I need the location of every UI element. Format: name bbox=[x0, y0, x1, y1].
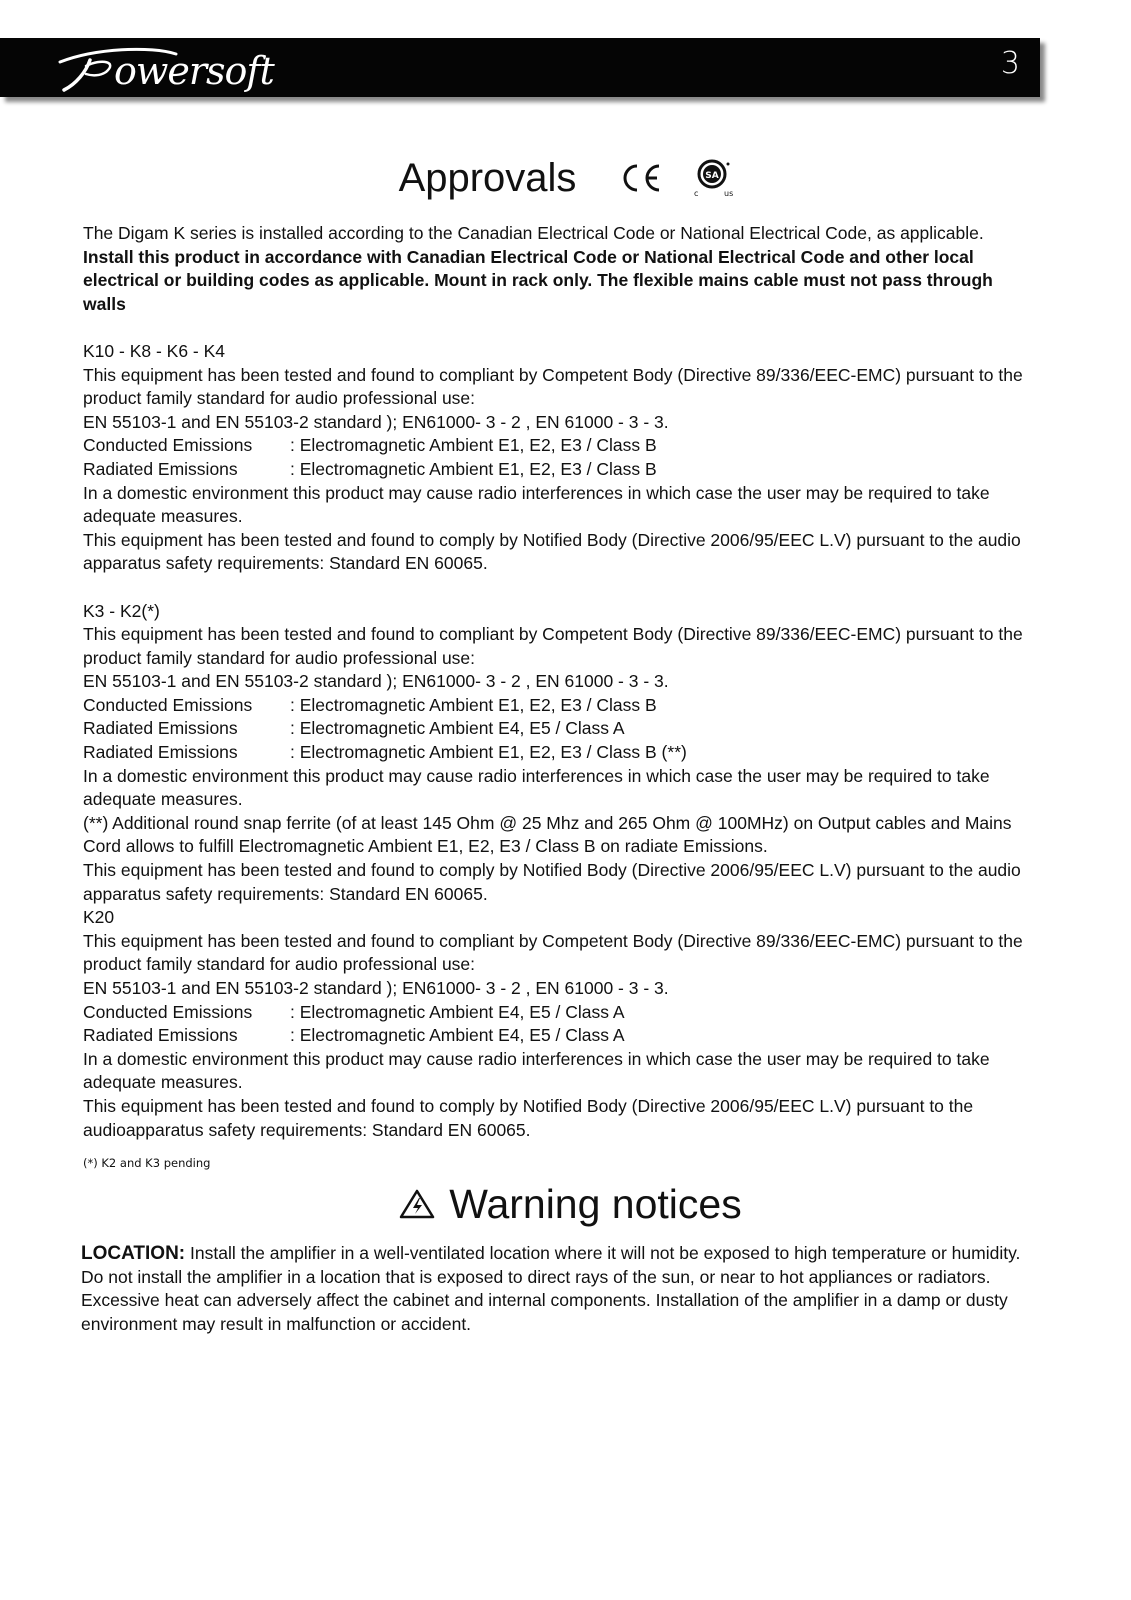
powersoft-logo bbox=[56, 42, 296, 96]
emission-row bbox=[83, 694, 1028, 718]
emission-row bbox=[83, 1024, 1028, 1048]
tested-text: This equipment has been tested and found to compliant by Competent Body (Directive 89/336/EEC-EMC) pursuant to the product family standard for audio professional use: bbox=[83, 364, 1023, 409]
section-heading: K20 bbox=[83, 907, 115, 928]
standards-text: EN 55103-1 and EN 55103-2 standard ); EN61000- 3 - 2 , EN 61000 - 3 - 3. bbox=[83, 671, 669, 692]
emission-name: Radiated Emissions bbox=[83, 742, 238, 763]
warning-title: Warning notices bbox=[449, 1180, 742, 1227]
standards-text: EN 55103-1 and EN 55103-2 standard ); EN61000- 3 - 2 , EN 61000 - 3 - 3. bbox=[83, 978, 669, 998]
emission-name: Radiated Emissions bbox=[83, 718, 238, 739]
emission-value: : Electromagnetic Ambient E4, E5 / Class A bbox=[290, 1001, 625, 1022]
emission-value: : Electromagnetic Ambient E1, E2, E3 / Class B bbox=[290, 458, 657, 479]
section-k3-k2 bbox=[83, 600, 1028, 907]
ce-mark-icon bbox=[618, 162, 662, 194]
emission-row bbox=[83, 434, 1028, 458]
approvals-intro bbox=[83, 222, 1028, 316]
section-heading: K10 - K8 - K6 - K4 bbox=[83, 340, 226, 361]
emission-name: Conducted Emissions bbox=[83, 694, 253, 715]
emission-row bbox=[83, 741, 1028, 765]
emission-value: : Electromagnetic Ambient E1, E2, E3 / Class B bbox=[290, 435, 657, 456]
emission-name: Conducted Emissions bbox=[83, 1001, 253, 1022]
location-label: LOCATION: bbox=[81, 1243, 186, 1265]
emission-row bbox=[83, 1001, 1028, 1025]
tested-text: This equipment has been tested and found to compliant by Competent Body (Directive 89/336/EEC-EMC) pursuant to the product family standard for audio professional use: bbox=[83, 930, 1023, 975]
domestic-text: In a domestic environment this product may cause radio interferences in which case the user may be required to take adequate measures. bbox=[83, 765, 990, 810]
location-notice bbox=[81, 1242, 1028, 1336]
intro-text: The Digam K series is installed according to the Canadian Electrical Code or National Electrical Code, as applicable. bbox=[83, 223, 984, 243]
approvals-title: Approvals bbox=[398, 155, 577, 200]
warning-triangle-icon bbox=[399, 1188, 435, 1220]
domestic-text: In a domestic environment this product may cause radio interferences in which case the user may be required to take adequate measures. bbox=[83, 1048, 990, 1093]
emission-name: Radiated Emissions bbox=[83, 458, 238, 479]
section-k20 bbox=[83, 906, 1028, 1142]
emission-value: : Electromagnetic Ambient E4, E5 / Class A bbox=[290, 1025, 625, 1046]
footnote: (*) K2 and K3 pending bbox=[83, 1156, 211, 1171]
emission-row bbox=[83, 458, 1028, 482]
svg-text:c: c bbox=[694, 189, 699, 198]
domestic-text: In a domestic environment this product may cause radio interferences in which case the user may be required to take adequate measures. bbox=[83, 482, 990, 527]
location-text: Install the amplifier in a well-ventilated location where it will not be exposed to high temperature or humidity. Do not install the amplifier in a location that is exposed to direct rays of the sun, or near to hot appliances or radiators. Excessive heat can adversely affect the cabinet and internal components. Installation of the amplifier in a damp or dusty environment may result in malfunction or accident. bbox=[81, 1243, 1021, 1334]
tested-text: This equipment has been tested and found to compliant by Competent Body (Directive 89/336/EEC-EMC) pursuant to the product family standard for audio professional use: bbox=[83, 624, 1023, 668]
svg-text:owersoft: owersoft bbox=[114, 49, 274, 93]
section-heading: K3 - K2(*) bbox=[83, 600, 160, 621]
safety-text: This equipment has been tested and found to comply by Notified Body (Directive 2006/95/EEC L.V) pursuant to the audioapparatus safety requirements: Standard EN 60065. bbox=[83, 1095, 974, 1140]
emission-value: : Electromagnetic Ambient E1, E2, E3 / Class B (**) bbox=[290, 742, 687, 763]
approvals-heading bbox=[113, 146, 1028, 210]
intro-bold-text: Install this product in accordance with Canadian Electrical Code or National Electrical Code and other local electrical or building codes as applicable. Mount in rack only. The flexible mains cable must not pass through walls bbox=[83, 246, 993, 314]
emission-row bbox=[83, 717, 1028, 741]
ferrite-note: (**) Additional round snap ferrite (of at least 145 Ohm @ 25 Mhz and 265 Ohm @ 100MHz) on Output cables and Mains Cord allows to fulfill Electromagnetic Ambient E1, E2, E3 / Class B on radiate Emissions. bbox=[83, 812, 1012, 857]
standards-text: EN 55103-1 and EN 55103-2 standard ); EN61000- 3 - 2 , EN 61000 - 3 - 3. bbox=[83, 411, 669, 432]
header-bar bbox=[0, 38, 1040, 97]
warning-heading bbox=[113, 1176, 1028, 1232]
svg-text:SA: SA bbox=[705, 171, 720, 181]
page-content bbox=[83, 146, 1028, 1337]
section-k10-k8-k6-k4 bbox=[83, 340, 1028, 576]
emission-name: Conducted Emissions bbox=[83, 435, 253, 456]
emission-value: : Electromagnetic Ambient E1, E2, E3 / Class B bbox=[290, 694, 657, 715]
emission-value: : Electromagnetic Ambient E4, E5 / Class A bbox=[290, 718, 625, 739]
csa-mark-icon bbox=[690, 158, 742, 198]
emission-name: Radiated Emissions bbox=[83, 1025, 238, 1046]
svg-text:us: us bbox=[724, 189, 734, 198]
safety-text: This equipment has been tested and found to comply by Notified Body (Directive 2006/95/EEC L.V) pursuant to the audio apparatus safety requirements: Standard EN 60065. bbox=[83, 860, 1021, 904]
page-number: 3 bbox=[1000, 46, 1020, 81]
safety-text: This equipment has been tested and found to comply by Notified Body (Directive 2006/95/EEC L.V) pursuant to the audio apparatus safety requirements: Standard EN 60065. bbox=[83, 529, 1021, 574]
